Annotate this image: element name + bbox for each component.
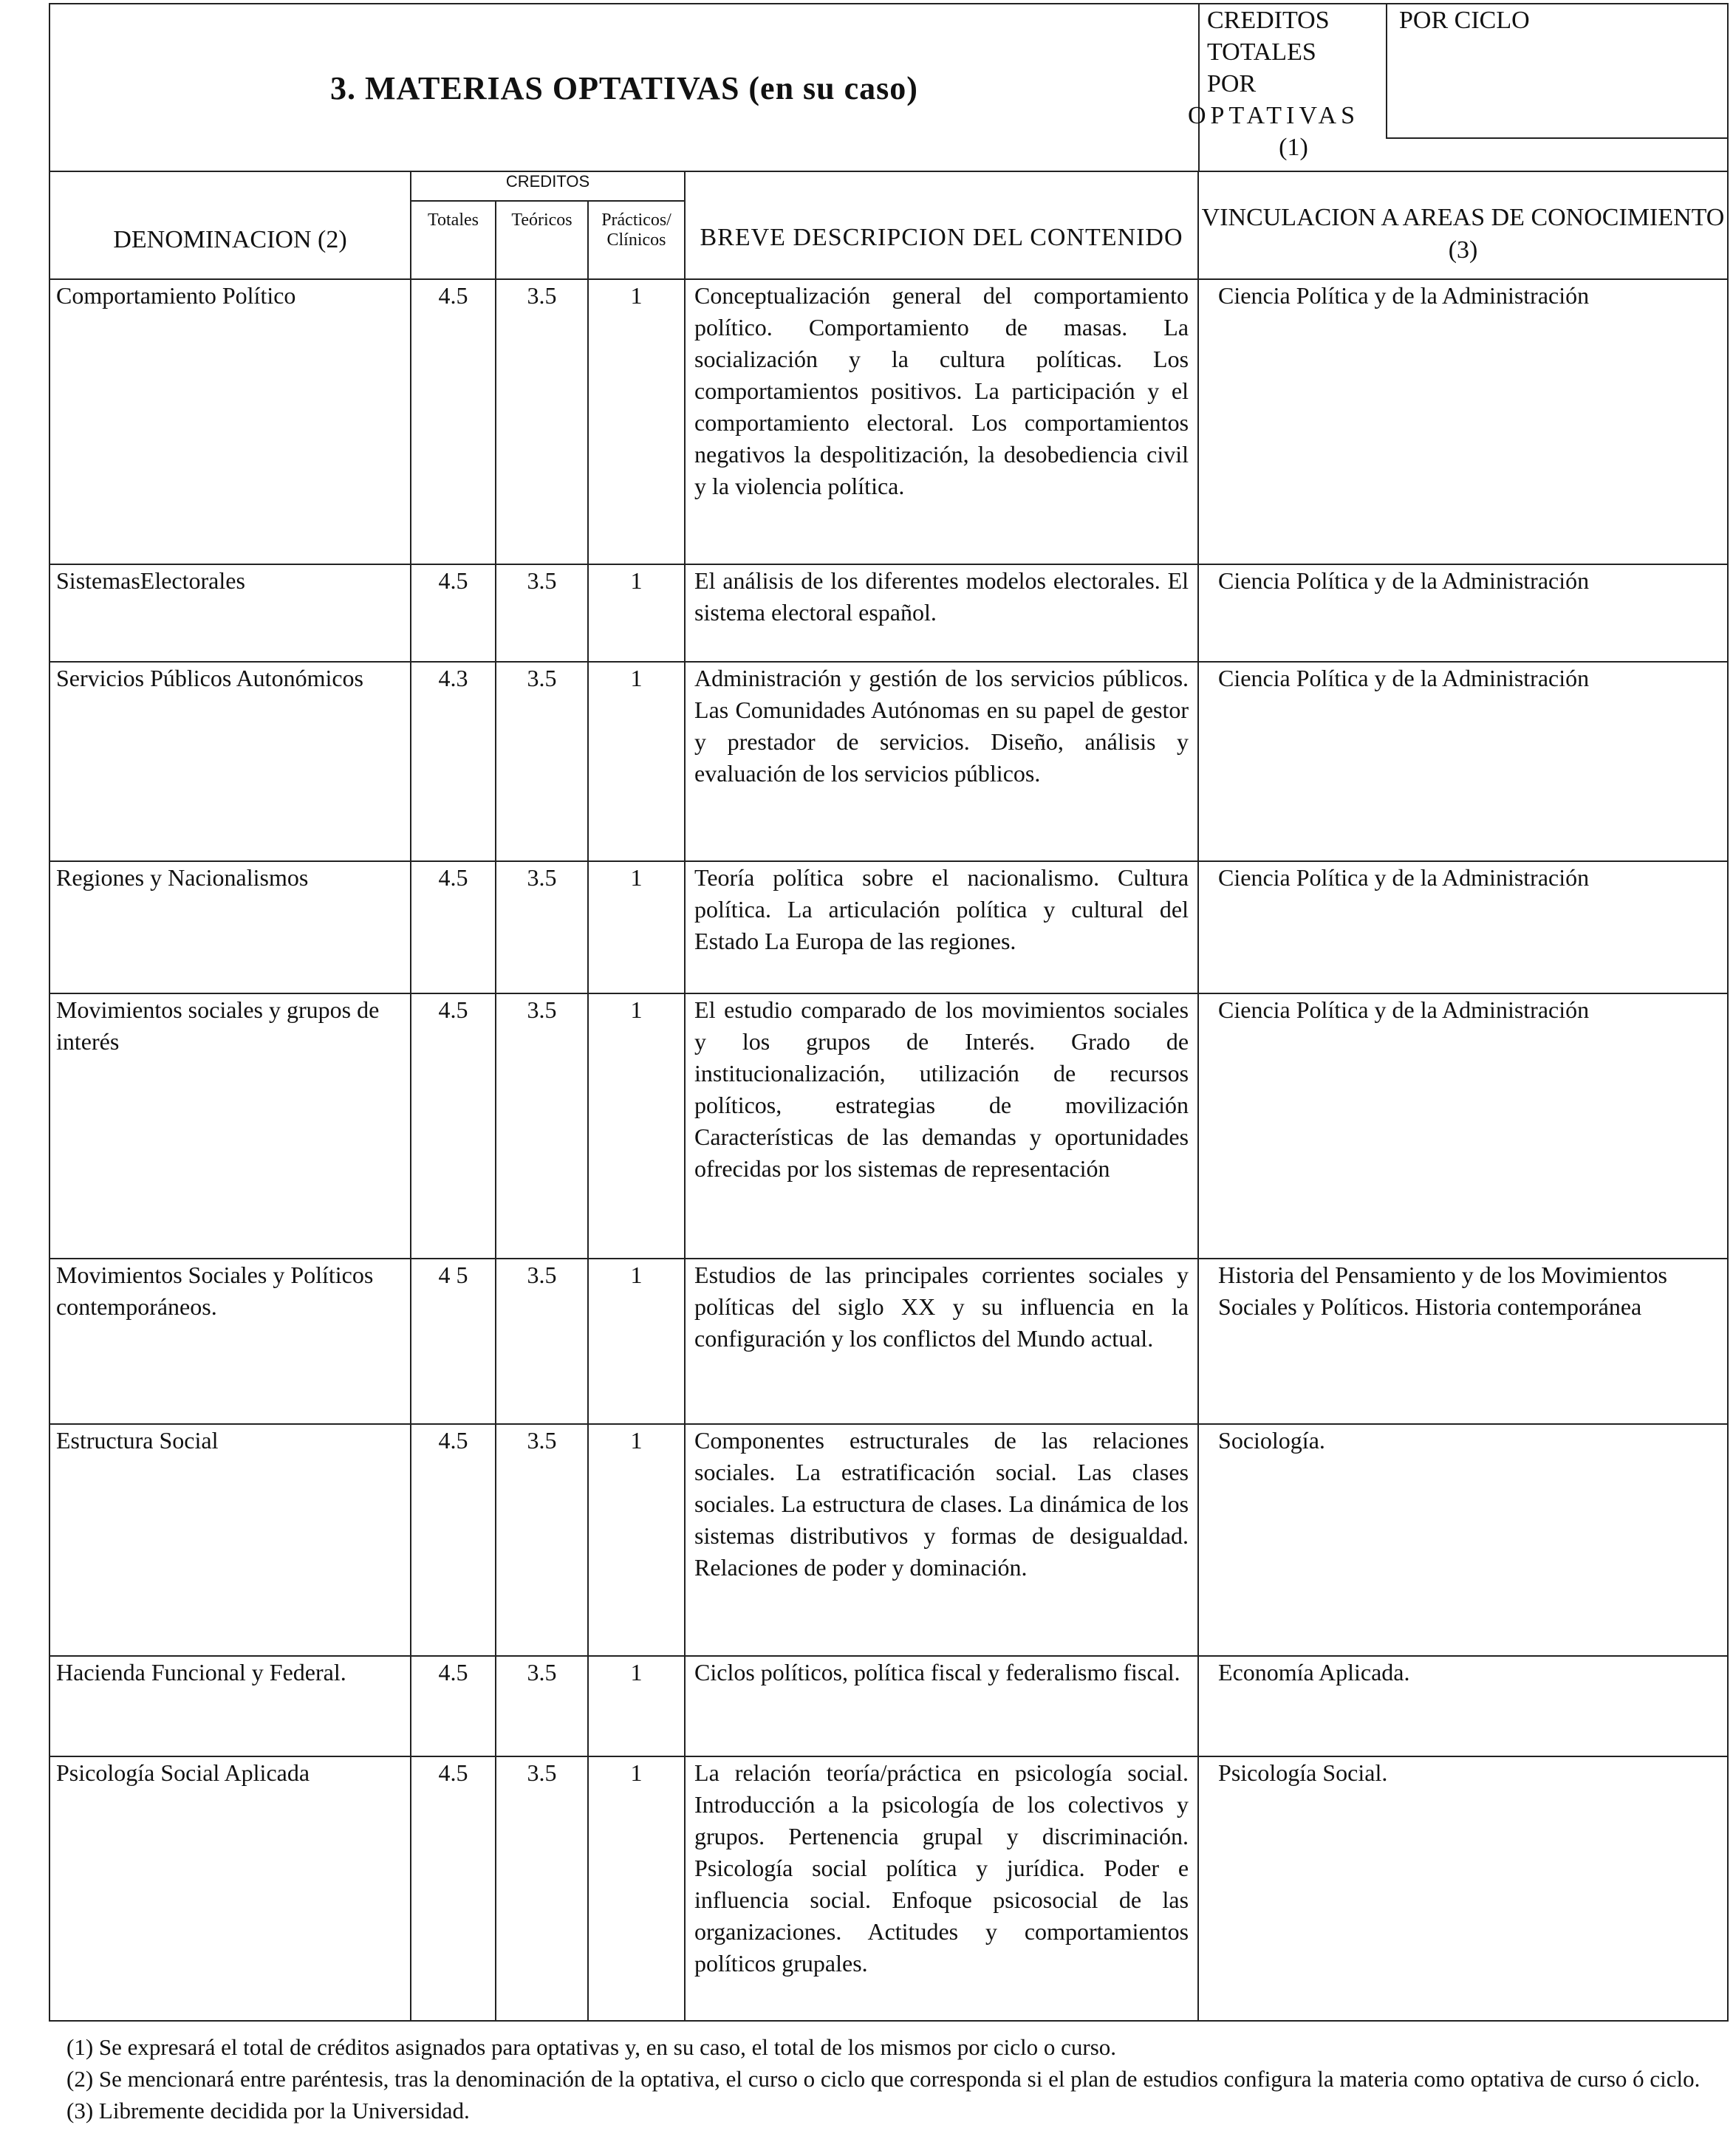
row-totales: 4.5 <box>411 861 496 993</box>
row-totales: 4.5 <box>411 1424 496 1656</box>
row-practicos: 1 <box>588 1259 685 1424</box>
table-row <box>49 564 1728 662</box>
footnote: (3) Libremente decidida por la Universidad. <box>66 2098 470 2124</box>
row-practicos: 1 <box>588 1756 685 2021</box>
row-descripcion: El análisis de los diferentes modelos electorales. El sistema electoral español. <box>685 564 1198 662</box>
table-row <box>49 1756 1728 2021</box>
row-denominacion: Movimientos sociales y grupos de interés <box>49 993 411 1259</box>
row-vinculacion: Ciencia Política y de la Administración <box>1198 861 1728 993</box>
col-header-denominacion: DENOMINACION (2) <box>49 171 411 279</box>
row-teoricos: 3.5 <box>496 993 588 1259</box>
row-teoricos: 3.5 <box>496 861 588 993</box>
table-row <box>49 279 1728 564</box>
row-vinculacion: Ciencia Política y de la Administración <box>1198 279 1728 564</box>
row-descripcion: Administración y gestión de los servicios públicos. Las Comunidades Autónomas en su papel de gestor y prestador de servicios. Diseño, análisis y evaluación de los servicios públicos. <box>685 662 1198 861</box>
row-vinculacion: Ciencia Política y de la Administración <box>1198 662 1728 861</box>
footnotes <box>66 2031 1706 2126</box>
table-header-row <box>49 171 1728 201</box>
row-teoricos: 3.5 <box>496 662 588 861</box>
row-vinculacion: Ciencia Política y de la Administración <box>1198 564 1728 662</box>
row-practicos: 1 <box>588 1424 685 1656</box>
col-header-descripcion: BREVE DESCRIPCION DEL CONTENIDO <box>685 171 1198 279</box>
row-denominacion: Servicios Públicos Autonómicos <box>49 662 411 861</box>
creditos-totales-cell <box>1187 4 1387 172</box>
col-header-creditos: CREDITOS <box>411 171 685 201</box>
row-totales: 4.5 <box>411 1756 496 2021</box>
row-teoricos: 3.5 <box>496 1424 588 1656</box>
table-row <box>49 1656 1728 1756</box>
row-teoricos: 3.5 <box>496 564 588 662</box>
row-totales: 4 5 <box>411 1259 496 1424</box>
row-totales: 4.5 <box>411 564 496 662</box>
row-totales: 4.5 <box>411 993 496 1259</box>
row-totales: 4.3 <box>411 662 496 861</box>
page-title: 3. MATERIAS OPTATIVAS (en su caso) <box>330 70 918 106</box>
row-vinculacion: Economía Aplicada. <box>1198 1656 1728 1756</box>
row-denominacion: Hacienda Funcional y Federal. <box>49 1656 411 1756</box>
row-descripcion: La relación teoría/práctica en psicología social. Introducción a la psicología de los colectivos y grupos. Pertenencia grupal y discriminación. Psicología social política y jurídica. Poder e influencia social. Enfoque psicosocial de las organizaciones. Actitudes y comportamientos políticos grupales. <box>685 1756 1198 2021</box>
footnote: (2) Se mencionará entre paréntesis, tras la denominación de la optativa, el curso o ciclo que corresponda si el plan de estudios configura la materia como optativa de curso ó ciclo. <box>66 2066 1700 2092</box>
row-practicos: 1 <box>588 861 685 993</box>
row-descripcion: Componentes estructurales de las relaciones sociales. La estratificación social. Las clases sociales. La estructura de clases. La dinámica de los sistemas distributivos y formas de desigualdad. Relaciones de poder y dominación. <box>685 1424 1198 1656</box>
row-descripcion: Ciclos políticos, política fiscal y federalismo fiscal. <box>685 1656 1198 1756</box>
row-vinculacion: Sociología. <box>1198 1424 1728 1656</box>
col-header-vinculacion: VINCULACION A AREAS DE CONOCIMIENTO (3) <box>1198 171 1728 279</box>
row-descripcion: El estudio comparado de los movimientos sociales y los grupos de Interés. Grado de institucionalización, utilización de recursos políticos, estrategias de movilización Características de las demandas y oportunidades ofrecidas por los sistemas de representación <box>685 993 1198 1259</box>
row-practicos: 1 <box>588 279 685 564</box>
row-descripcion: Conceptualización general del comportamiento político. Comportamiento de masas. La socialización y la cultura políticas. Los comportamientos positivos. La participación y el comportamiento electoral. Los comportamientos negativos la despolitización, la desobediencia civil y la violencia política. <box>685 279 1198 564</box>
creditos-line: POR <box>1207 70 1257 97</box>
row-teoricos: 3.5 <box>496 1656 588 1756</box>
table-row <box>49 662 1728 861</box>
creditos-line: TOTALES <box>1207 38 1316 66</box>
creditos-line: CREDITOS <box>1207 7 1330 34</box>
row-totales: 4.5 <box>411 1656 496 1756</box>
row-totales: 4.5 <box>411 279 496 564</box>
col-header-practicos: Prácticos/ Clínicos <box>588 201 685 279</box>
row-denominacion: Estructura Social <box>49 1424 411 1656</box>
table-row <box>49 993 1728 1259</box>
table-row <box>49 861 1728 993</box>
table-row <box>49 1424 1728 1656</box>
row-practicos: 1 <box>588 1656 685 1756</box>
materias-table <box>49 171 1729 2022</box>
row-denominacion: Movimientos Sociales y Políticos contemporáneos. <box>49 1259 411 1424</box>
row-descripcion: Teoría política sobre el nacionalismo. Cultura política. La articulación política y cultural del Estado La Europa de las regiones. <box>685 861 1198 993</box>
row-vinculacion: Ciencia Política y de la Administración <box>1198 993 1728 1259</box>
row-practicos: 1 <box>588 662 685 861</box>
row-practicos: 1 <box>588 993 685 1259</box>
row-denominacion: Comportamiento Político <box>49 279 411 564</box>
footnote: (1) Se expresará el total de créditos asignados para optativas y, en su caso, el total de los mismos por ciclo o curso. <box>66 2034 1117 2060</box>
row-teoricos: 3.5 <box>496 1756 588 2021</box>
header-block <box>49 3 1729 172</box>
row-teoricos: 3.5 <box>496 279 588 564</box>
creditos-line: OPTATIVAS <box>1187 102 1360 129</box>
row-descripcion: Estudios de las principales corrientes sociales y políticas del siglo XX y su influencia en la configuración y los conflictos del Mundo actual. <box>685 1259 1198 1424</box>
creditos-line: (1) <box>1279 134 1308 161</box>
por-ciclo-cell: POR CICLO <box>1386 4 1727 139</box>
row-denominacion: SistemasElectorales <box>49 564 411 662</box>
row-vinculacion: Psicología Social. <box>1198 1756 1728 2021</box>
row-vinculacion: Historia del Pensamiento y de los Movimientos Sociales y Políticos. Historia contemporánea <box>1198 1259 1728 1424</box>
row-denominacion: Regiones y Nacionalismos <box>49 861 411 993</box>
col-header-totales: Totales <box>411 201 496 279</box>
row-denominacion: Psicología Social Aplicada <box>49 1756 411 2021</box>
col-header-teoricos: Teóricos <box>496 201 588 279</box>
row-teoricos: 3.5 <box>496 1259 588 1424</box>
row-practicos: 1 <box>588 564 685 662</box>
table-row <box>49 1259 1728 1424</box>
